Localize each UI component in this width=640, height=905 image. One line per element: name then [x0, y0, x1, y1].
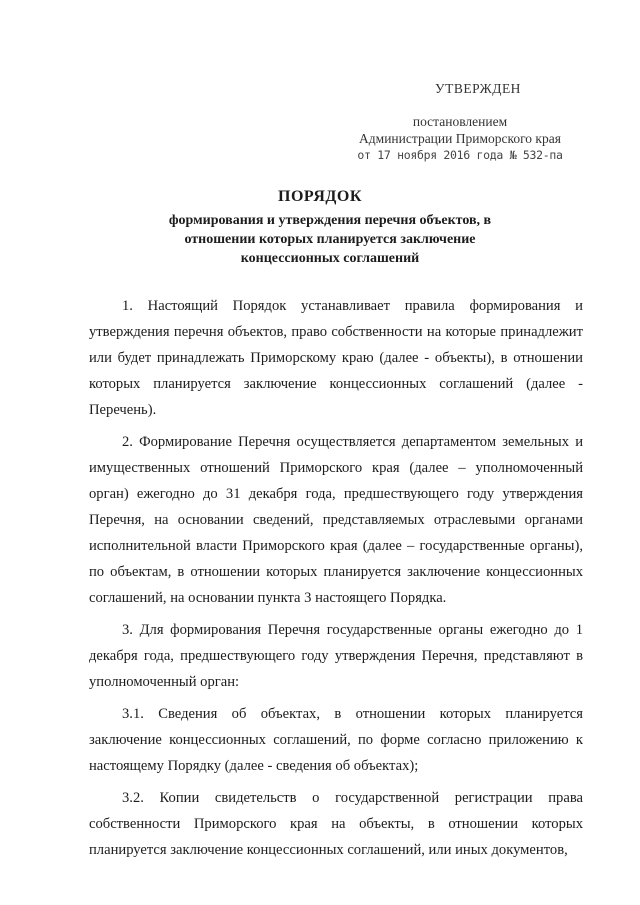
approved-label: УТВЕРЖДЕН — [435, 81, 521, 96]
paragraph-1: 1. Настоящий Порядок устанавливает правила формирования и утверждения перечня объектов, право собственности на которые принадлежит или будет принадлежать Приморскому краю (далее - объекты), в отношении которых планируется заключение концессионных соглашений (далее - Перечень). — [89, 298, 583, 418]
approval-resolution: постановлением — [412, 114, 508, 129]
document-title: ПОРЯДОК — [278, 188, 362, 205]
approval-authority: Администрации Приморского края — [359, 131, 561, 146]
paragraph-2: 2. Формирование Перечня осуществляется департаментом земельных и имущественных отношений Приморского края (далее – уполномоченный орган) ежегодно до 31 декабря года, предшествующего году утверждения Перечня, на основании сведений, представляемых отраслевыми органами исполнительной власти Приморского края (далее – государственные органы), по объектам, в отношении которых планируется заключение концессионных соглашений, на основании пункта 3 настоящего Порядка. — [89, 434, 583, 606]
approval-stamp — [330, 80, 590, 164]
document-body — [89, 293, 583, 863]
paragraph-3-1: 3.1. Сведения об объектах, в отношении которых планируется заключение концессионных соглашений, по форме согласно приложению к настоящему Порядку (далее - сведения об объектах); — [89, 706, 583, 774]
paragraph-3: 3. Для формирования Перечня государственные органы ежегодно до 1 декабря года, предшествующего году утверждения Перечня, представляют в уполномоченный орган: — [89, 622, 583, 690]
paragraph-3-2: 3.2. Копии свидетельств о государственной регистрации права собственности Приморского края на объекты, в отношении которых планируется заключение концессионных соглашений, или иных документов, — [89, 790, 583, 858]
approval-date: от 17 ноября 2016 года № 532-па — [357, 148, 563, 162]
document-subtitle: формирования и утверждения перечня объектов, в отношении которых планируется заключение концессионных соглашений — [168, 213, 492, 266]
